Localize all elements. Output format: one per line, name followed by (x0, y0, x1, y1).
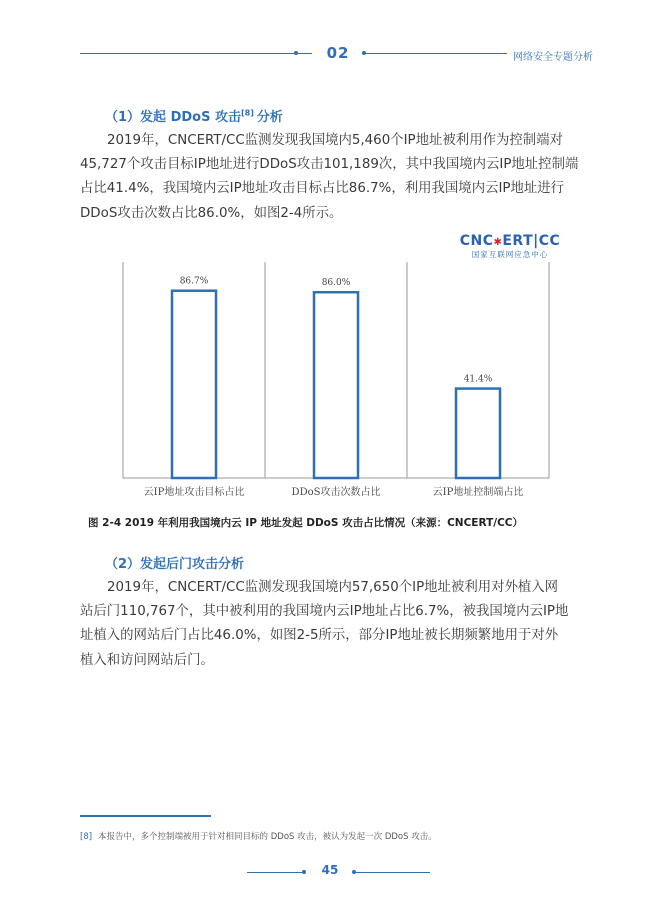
footnote-text: 本报告中，多个控制端被用于针对相同目标的 DDoS 攻击，被认为发起一次 DDoS 攻击。 (98, 832, 437, 842)
figure-caption: 图 2-4 2019 年利用我国境内云 IP 地址发起 DDoS 攻击占比情况（来源：CNCERT/CC） (88, 517, 523, 529)
logo-brand-left: CNC (459, 233, 494, 249)
footnote-divider (80, 815, 211, 817)
footer-rule-right (355, 872, 430, 873)
section-1-title: （1）发起 DDoS 攻击 (105, 110, 241, 125)
footnote-marker: [8] (80, 832, 93, 842)
paragraph-line: 植入和访问网站后门。 (80, 652, 214, 668)
page-number: 45 (321, 863, 339, 877)
paragraph-line: 2019年，CNCERT/CC监测发现我国境内5,460个IP地址被利用作为控制端对 (107, 133, 563, 148)
chapter-number: 02 (326, 44, 350, 62)
paragraph-line: 址植入的网站后门占比46.0%，如图2-5所示，部分IP地址被长期频繁地用于对外 (80, 628, 559, 644)
bar-2 (314, 292, 358, 478)
paragraph-line: 占比41.4%，我国境内云IP地址攻击目标占比86.7%，利用我国境内云IP地址进行 (80, 181, 565, 197)
chapter-title: 网络安全专题分析 (513, 52, 593, 63)
bar-value-label: 86.0% (321, 278, 351, 289)
section-1-title-suffix: 分析 (256, 110, 283, 125)
logo-subtitle: 国家互联网应急中心 (471, 250, 549, 259)
section-1-footnote-ref[interactable]: [8] (240, 108, 254, 118)
paragraph-line: DDoS攻击次数占比86.0%，如图2-4所示。 (80, 205, 343, 221)
footnote (80, 830, 437, 842)
category-label: 云IP地址控制端占比 (432, 487, 524, 498)
footer-rule-left (247, 872, 305, 873)
paragraph-line: 2019年，CNCERT/CC监测发现我国境内57,650个IP地址被利用对外植入网 (107, 580, 559, 595)
paragraph-line: 45,727个攻击目标IP地址进行DDoS攻击101,189次，其中我国境内云IP地址控制端 (80, 157, 579, 173)
logo-brand-right: ERT|CC (502, 233, 561, 249)
category-label: 云IP地址攻击目标占比 (143, 487, 245, 498)
paragraph-line: 站后门110,767个，其中被利用的我国境内云IP地址占比6.7%，被我国境内云IP地 (80, 604, 569, 620)
bar-1 (172, 291, 216, 478)
category-label: DDoS攻击次数占比 (291, 487, 381, 498)
section-2-paragraph (80, 576, 590, 673)
bar-3 (456, 389, 500, 478)
bar-value-label: 41.4% (463, 374, 493, 385)
logo-star-icon: ✱ (493, 237, 503, 248)
bar-value-label: 86.7% (179, 276, 209, 287)
footer-rule-left-dot (302, 870, 306, 874)
section-2-title: （2）发起后门攻击分析 (105, 557, 245, 572)
